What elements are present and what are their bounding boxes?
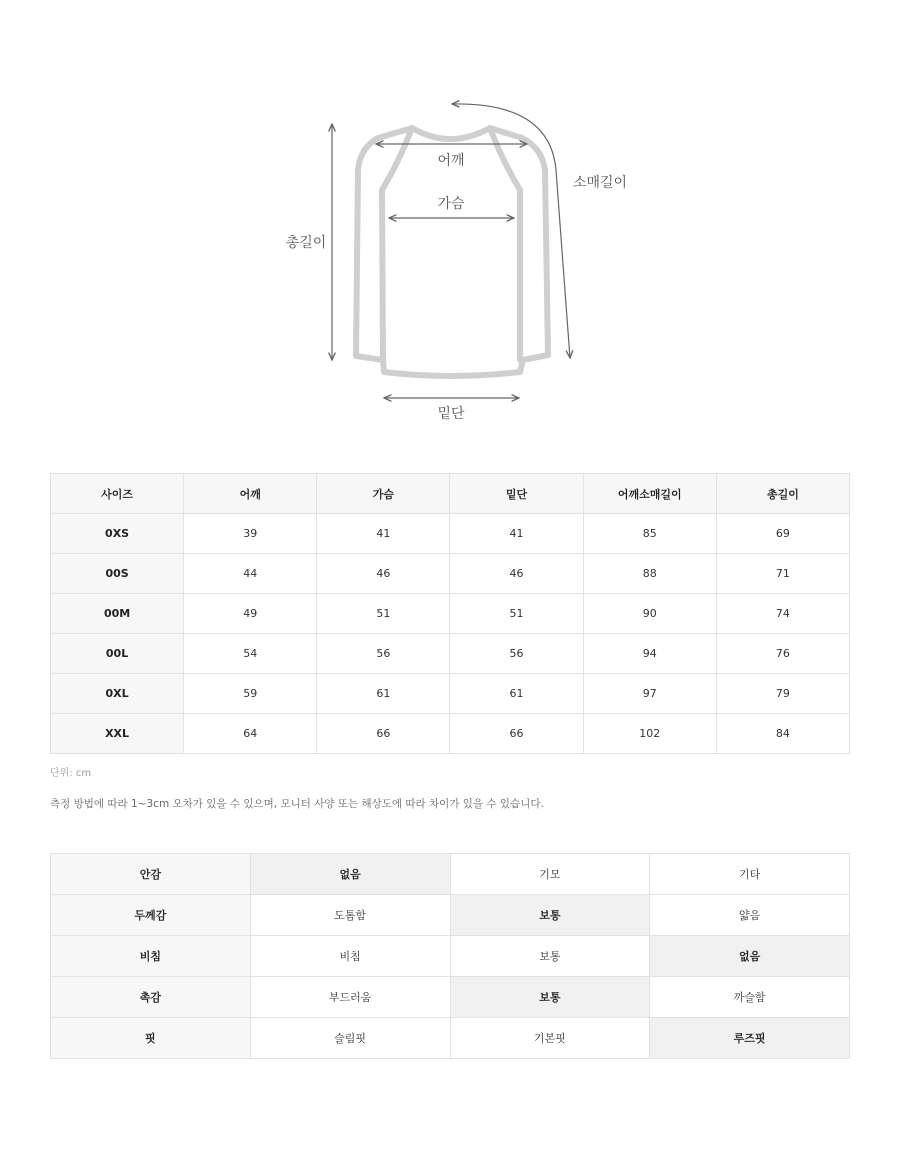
table-cell: 71 — [716, 554, 849, 594]
table-cell: 94 — [583, 634, 716, 674]
info-option-selected: 없음 — [650, 936, 850, 977]
header-hem: 밑단 — [450, 474, 583, 514]
info-option: 기타 — [650, 854, 850, 895]
size-cell: 00M — [51, 594, 184, 634]
table-cell: 56 — [317, 634, 450, 674]
table-cell: 102 — [583, 714, 716, 754]
header-total-length: 총길이 — [716, 474, 849, 514]
table-cell: 39 — [184, 514, 317, 554]
info-label: 비침 — [51, 936, 251, 977]
size-cell: 0XS — [51, 514, 184, 554]
table-cell: 56 — [450, 634, 583, 674]
info-option: 보통 — [450, 936, 650, 977]
info-option-selected: 루즈핏 — [650, 1018, 850, 1059]
size-cell: 0XL — [51, 674, 184, 714]
info-row-thickness — [51, 895, 850, 936]
info-label: 촉감 — [51, 977, 251, 1018]
table-cell: 61 — [450, 674, 583, 714]
info-row-fit — [51, 1018, 850, 1059]
table-cell: 76 — [716, 634, 849, 674]
table-cell: 74 — [716, 594, 849, 634]
sleeve-length-label: 소매길이 — [572, 175, 628, 191]
info-option: 기본핏 — [450, 1018, 650, 1059]
table-cell: 41 — [450, 514, 583, 554]
table-cell: 66 — [450, 714, 583, 754]
table-row — [51, 674, 850, 714]
table-row — [51, 554, 850, 594]
table-cell: 69 — [716, 514, 849, 554]
table-cell: 51 — [317, 594, 450, 634]
shoulder-label: 어깨 — [437, 153, 465, 169]
header-shoulder: 어깨 — [184, 474, 317, 514]
table-cell: 61 — [317, 674, 450, 714]
table-cell: 66 — [317, 714, 450, 754]
table-row — [51, 714, 850, 754]
info-row-lining — [51, 854, 850, 895]
info-option-selected: 보통 — [450, 895, 650, 936]
chest-label: 가슴 — [437, 196, 465, 212]
info-label: 핏 — [51, 1018, 251, 1059]
info-option: 얇음 — [650, 895, 850, 936]
header-chest: 가슴 — [317, 474, 450, 514]
table-cell: 97 — [583, 674, 716, 714]
info-option: 기모 — [450, 854, 650, 895]
info-label: 두께감 — [51, 895, 251, 936]
table-cell: 64 — [184, 714, 317, 754]
table-row — [51, 514, 850, 554]
table-cell: 85 — [583, 514, 716, 554]
info-row-texture — [51, 977, 850, 1018]
table-cell: 59 — [184, 674, 317, 714]
table-cell: 49 — [184, 594, 317, 634]
header-size: 사이즈 — [51, 474, 184, 514]
garment-illustration — [0, 0, 900, 440]
sleeve-measure-line — [452, 104, 570, 358]
size-cell: 00L — [51, 634, 184, 674]
size-cell: 00S — [51, 554, 184, 594]
info-option-selected: 보통 — [450, 977, 650, 1018]
table-row — [51, 634, 850, 674]
garment-diagram — [0, 0, 900, 440]
info-option: 비침 — [250, 936, 450, 977]
size-cell: XXL — [51, 714, 184, 754]
table-cell: 51 — [450, 594, 583, 634]
header-sleeve-length: 어깨소매길이 — [583, 474, 716, 514]
table-cell: 44 — [184, 554, 317, 594]
unit-note: 단위: cm — [50, 768, 92, 779]
table-cell: 84 — [716, 714, 849, 754]
hem-label: 밑단 — [437, 406, 465, 422]
size-table — [50, 473, 850, 754]
info-row-sheerness — [51, 936, 850, 977]
table-cell: 79 — [716, 674, 849, 714]
table-cell: 88 — [583, 554, 716, 594]
info-label: 안감 — [51, 854, 251, 895]
table-cell: 46 — [450, 554, 583, 594]
info-option: 부드러움 — [250, 977, 450, 1018]
info-option: 슬림핏 — [250, 1018, 450, 1059]
fabric-info-table — [50, 853, 850, 1059]
table-cell: 41 — [317, 514, 450, 554]
table-cell: 46 — [317, 554, 450, 594]
table-row — [51, 594, 850, 634]
size-table-header-row — [51, 474, 850, 514]
info-option-selected: 없음 — [250, 854, 450, 895]
info-option: 도톰함 — [250, 895, 450, 936]
table-cell: 54 — [184, 634, 317, 674]
measurement-disclaimer: 측정 방법에 따라 1~3cm 오차가 있을 수 있으며, 모니터 사양 또는 해상도에 따라 차이가 있을 수 있습니다. — [50, 798, 544, 810]
info-option: 까슬함 — [650, 977, 850, 1018]
total-length-label: 총길이 — [285, 235, 327, 251]
table-cell: 90 — [583, 594, 716, 634]
